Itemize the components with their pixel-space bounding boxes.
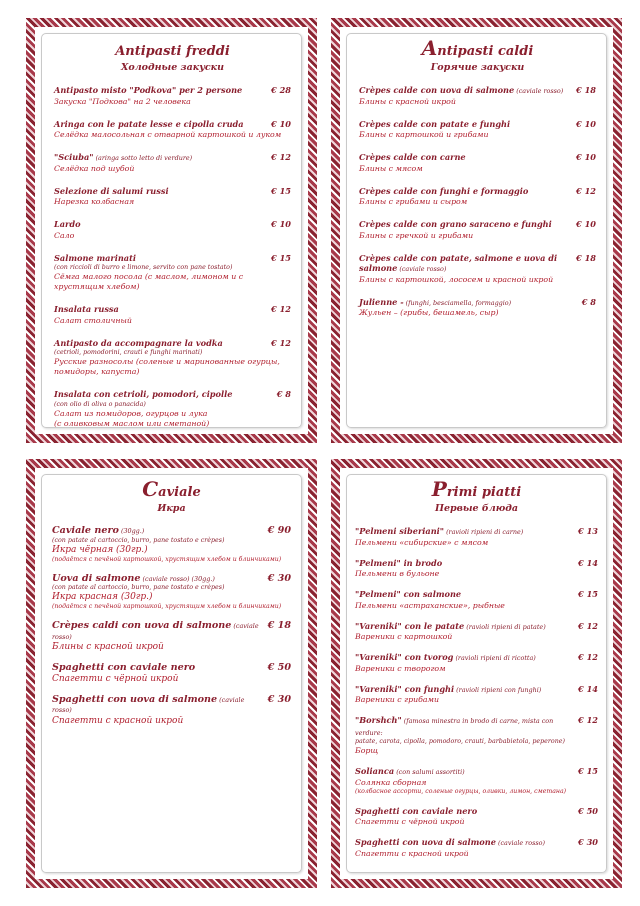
section-subtitle: Икра	[157, 503, 186, 514]
dish-price: € 12	[578, 652, 598, 662]
dish-name-text: "Vareniki" con le patate	[355, 620, 465, 631]
dish-note: (caviale rosso)	[397, 265, 447, 273]
dish-translation: (с оливковым маслом или сметаной)	[54, 418, 210, 428]
dish-translation: Селёдка под шубой	[54, 163, 135, 173]
dish-price: € 18	[576, 85, 596, 95]
dish-description: (cetrioli, pomodorini, crauti e funghi marinati)	[54, 349, 203, 356]
dish-name	[52, 695, 264, 716]
dish-price: € 8	[276, 389, 291, 399]
dish-translation: Икра красная (30гр.)	[52, 592, 153, 602]
dish-name-text: Aringa con le patate lesse e cipolla cruda	[54, 118, 244, 129]
dish-name-text: Julienne -	[359, 296, 404, 307]
dish-translation: Салат столичный	[54, 315, 132, 325]
menu-item-header	[355, 715, 598, 738]
dish-name	[355, 652, 536, 664]
menu-item-header	[359, 186, 596, 198]
section-title: Antipasti freddi	[115, 44, 230, 59]
panel-inner	[41, 474, 302, 873]
menu-item	[355, 837, 598, 859]
menu-item	[54, 389, 291, 428]
menu-item	[359, 119, 596, 141]
dish-name	[355, 715, 574, 738]
dish-name	[355, 806, 477, 818]
dish-name	[355, 589, 461, 601]
dish-translation: Русские разносолы (соленые и маринованные огурцы, помидоры, капуста)	[54, 357, 280, 376]
dish-price: € 15	[271, 185, 291, 196]
menu-item	[355, 526, 598, 548]
dish-translation: Блины с картошкой, лососем и красной икрой	[359, 274, 554, 284]
dish-name	[54, 389, 232, 401]
section-subtitle: Первые блюда	[434, 503, 518, 514]
dish-name-text: "Pelmeni siberiani"	[355, 526, 445, 536]
menu-item	[355, 589, 598, 611]
dish-name-text: Selezione di salumi russi	[54, 185, 169, 196]
dish-name-text: Antipasto da accompagnare la vodka	[54, 337, 223, 348]
menu-item	[355, 621, 598, 643]
dish-name	[359, 85, 563, 97]
menu-item-header	[355, 589, 598, 601]
dish-note: (caviale rosso)	[495, 839, 545, 847]
dish-name	[52, 574, 215, 585]
section-subtitle: Холодные закуски	[121, 62, 224, 73]
menu-item	[359, 253, 596, 285]
dish-note: (con salumi assortiti)	[394, 768, 465, 776]
section-title: Antipasti caldi	[421, 36, 534, 60]
menu-item	[54, 253, 291, 293]
menu-item-list	[355, 526, 598, 859]
dish-name-text: "Vareniki" con tvorog	[355, 652, 454, 662]
dish-name-text: Crèpes calde con carne	[359, 152, 466, 162]
menu-item-list	[52, 526, 291, 727]
dish-description: (con patate al cartoccio, burro, pane tostato e crèpes)	[52, 536, 225, 544]
menu-item-header	[355, 558, 598, 570]
dish-name	[54, 304, 119, 316]
dish-name	[359, 119, 510, 131]
dish-translation: (колбасное ассорти, соленые огурцы, оливки, лимон, сметана)	[355, 787, 567, 795]
menu-item	[355, 766, 598, 796]
menu-item	[355, 684, 598, 706]
dish-name	[52, 526, 144, 537]
dish-price: € 15	[578, 589, 598, 599]
menu-item-header	[355, 621, 598, 633]
dish-price: € 50	[578, 805, 598, 816]
menu-item-header	[355, 837, 598, 849]
menu-item-header	[54, 152, 291, 164]
menu-item	[54, 119, 291, 141]
menu-item-list	[54, 85, 291, 428]
menu-item-header	[52, 526, 291, 537]
panel-inner	[346, 33, 607, 428]
dish-name	[52, 621, 264, 642]
dish-translation: Жульен – (грибы, бешамель, сыр)	[359, 308, 499, 317]
dish-name-text: "Vareniki" con funghi	[355, 683, 455, 694]
dish-translation: Селёдка малосольная с отварной картошкой и луком	[54, 130, 282, 139]
menu-item	[355, 715, 598, 756]
dish-price: € 12	[271, 152, 291, 162]
dish-note: (30gg.)	[118, 527, 145, 535]
dish-name-text: Lardo	[54, 219, 81, 229]
menu-item	[359, 219, 596, 241]
dish-price: € 12	[576, 185, 596, 196]
menu-item	[355, 652, 598, 674]
dish-translation: Спагетти с красной икрой	[355, 848, 469, 858]
dish-name-text: Spaghetti con uova di salmone	[52, 693, 218, 705]
panel-inner	[41, 33, 302, 428]
dish-note: (aringa sotto letto di verdure)	[93, 154, 193, 162]
dish-translation: Спагетти с красной икрой	[52, 715, 184, 726]
dish-name-text: "Pelmeni" in brodo	[355, 557, 443, 568]
dish-name-text: Crèpes caldi con uova di salmone	[52, 620, 232, 631]
menu-item	[359, 152, 596, 174]
dish-translation: Блины с красной икрой	[52, 642, 164, 652]
dish-name-text: Insalata russa	[54, 304, 119, 314]
menu-item	[54, 152, 291, 174]
menu-item-header	[355, 806, 598, 818]
menu-item-header	[355, 526, 598, 538]
panel-inner	[346, 474, 607, 873]
menu-item-header	[54, 253, 291, 265]
menu-item-list	[359, 85, 596, 318]
dish-name-text: Salmone marinati	[54, 252, 137, 263]
dish-price: € 8	[581, 296, 596, 307]
menu-item	[359, 186, 596, 208]
dish-name-text: "Sciuba"	[54, 152, 94, 162]
dish-note: (funghi, besciamella, formaggio)	[403, 298, 512, 307]
menu-item-header	[355, 766, 598, 778]
dish-price: € 14	[578, 683, 598, 694]
dish-translation: Сёмга малого посола (с маслом, лимоном и с хрустящим хлебом)	[54, 272, 244, 291]
dish-note: (famosa minestra in brodo di carne, mista con verdure:	[355, 717, 554, 737]
menu-item-header	[54, 186, 291, 198]
dish-price: € 10	[576, 219, 596, 229]
dish-translation: Вареники с творогом	[355, 663, 446, 673]
dish-name-text: "Borshch"	[355, 715, 402, 725]
dish-description: patate, carota, cipolla, pomodoro, crauti, barbabietola, peperone)	[355, 738, 565, 745]
dish-name	[359, 253, 572, 275]
dish-note: (caviale rosso)	[52, 695, 245, 714]
dish-translation: Спагетти с чёрной икрой	[52, 673, 179, 684]
dish-name-text: Uova di salmone	[52, 572, 141, 584]
dish-name-text: Crèpes calde con patate e funghi	[359, 118, 511, 129]
dish-translation: Борщ	[355, 746, 379, 755]
dish-note: (ravioli ripieni di ricotta)	[453, 654, 536, 662]
menu-item-header	[52, 695, 291, 716]
dish-description: (con patate al cartoccio, burro, pane tostato e crèpes)	[52, 584, 225, 591]
menu-item-header	[54, 304, 291, 316]
dish-name-text: Solianca	[355, 766, 395, 776]
menu-item	[54, 338, 291, 378]
dish-name	[355, 837, 545, 849]
dish-name-text: Antipasto misto "Podkova" per 2 persone	[54, 85, 243, 95]
dish-name-text: Insalata con cetrioli, pomodori, cipolle	[54, 389, 233, 399]
menu-panel-antipasti-freddi	[26, 18, 317, 443]
dish-price: € 10	[271, 219, 291, 229]
dish-price: € 12	[271, 337, 291, 348]
dish-translation: Блины с грибами и сыром	[359, 197, 468, 206]
dish-translation: (подаётся с печёной картошкой, хрустящим хлебом и блинчиками)	[52, 603, 282, 610]
dish-translation: Икра чёрная (30гр.)	[52, 544, 148, 555]
dish-note: (caviale rosso)	[52, 622, 259, 641]
dish-description: (con olio di oliva o panacida)	[54, 400, 146, 408]
dish-translation: Блины с красной икрой	[359, 96, 456, 106]
dish-name	[359, 152, 466, 164]
menu-panel-primi-piatti	[331, 459, 622, 888]
dish-name	[54, 85, 242, 97]
dish-note: (caviale rosso)	[514, 87, 564, 95]
dish-name	[54, 152, 192, 164]
dish-price: € 12	[271, 304, 291, 314]
dish-name-text: Crèpes calde con patate, salmone e uova di salmone	[359, 252, 558, 273]
menu-item-header	[355, 684, 598, 696]
dish-name	[359, 297, 511, 309]
dish-price: € 12	[578, 620, 598, 631]
menu-item-header	[359, 119, 596, 131]
dish-price: € 28	[271, 85, 291, 95]
dish-price: € 30	[267, 693, 291, 705]
dish-translation: Пельмени «астраханские», рыбные	[355, 600, 505, 610]
menu-item	[52, 526, 291, 564]
dish-price: € 10	[576, 118, 596, 129]
dish-translation: Салат из помидоров, огурцов и лука	[54, 408, 208, 418]
menu-item	[359, 85, 596, 107]
dish-translation: Вареники с картошкой	[355, 632, 453, 641]
dish-price: € 30	[578, 837, 598, 847]
menu-panel-antipasti-caldi	[331, 18, 622, 443]
menu-item-header	[359, 152, 596, 164]
dish-name	[355, 684, 541, 696]
dish-note: (ravioli ripieni di carne)	[444, 528, 524, 536]
dish-price: € 50	[267, 662, 291, 673]
menu-item-header	[355, 652, 598, 664]
menu-item-header	[359, 253, 596, 275]
dish-translation: Спагетти с чёрной икрой	[355, 817, 465, 826]
dish-note: (ravioli ripieni con funghi)	[454, 685, 542, 694]
dish-price: € 15	[578, 766, 598, 776]
menu-item-header	[54, 389, 291, 401]
dish-name-text: Caviale nero	[52, 525, 119, 536]
menu-item	[54, 219, 291, 241]
dish-translation: Блины с картошкой и грибами	[359, 130, 489, 139]
menu-item-header	[54, 119, 291, 131]
dish-translation: (подаётся с печёной картошкой, хрустящим хлебом и блинчиками)	[52, 555, 282, 563]
dish-name-text: Crèpes calde con funghi e formaggio	[359, 185, 529, 196]
dish-name	[355, 526, 523, 538]
menu-item	[54, 186, 291, 208]
dish-name	[54, 253, 136, 265]
dish-translation: Пельмени в бульоне	[355, 569, 440, 578]
dish-translation: Блины с гречкой и грибами	[359, 230, 474, 240]
dish-translation: Солянка сборная	[355, 777, 427, 787]
menu-item-header	[52, 663, 291, 674]
dish-name	[355, 621, 546, 633]
dish-description: (con riccioli di burro e limone, servito con pane tostato)	[54, 264, 233, 271]
dish-price: € 10	[576, 152, 596, 162]
menu-item-header	[52, 621, 291, 642]
menu-item-header	[52, 574, 291, 585]
dish-name	[54, 219, 81, 231]
menu-item-header	[359, 297, 596, 309]
dish-note: (ravioli ripieni di patate)	[464, 622, 546, 631]
menu-item-header	[54, 85, 291, 97]
dish-translation: Блины с мясом	[359, 163, 423, 173]
menu-item	[54, 304, 291, 326]
dish-name	[355, 558, 442, 570]
dish-translation: Закуска "Подкова" на 2 человека	[54, 96, 191, 106]
dish-name-text: "Pelmeni" con salmone	[355, 589, 462, 599]
menu-item-header	[54, 338, 291, 350]
dish-price: € 13	[578, 526, 598, 536]
dish-translation: Сало	[54, 230, 75, 240]
dish-price: € 90	[267, 525, 291, 536]
dish-name-text: Spaghetti con uova di salmone	[355, 837, 496, 847]
section-title: Primi piatti	[431, 477, 522, 501]
dish-price: € 30	[267, 572, 291, 584]
menu-item	[52, 621, 291, 653]
menu-item-header	[54, 219, 291, 231]
menu-item-header	[359, 219, 596, 231]
menu-item	[355, 558, 598, 580]
dish-translation: Пельмени «сибирские» с мясом	[355, 537, 489, 547]
dish-translation: Вареники с грибами	[355, 695, 439, 704]
dish-price: € 18	[576, 252, 596, 263]
dish-name	[54, 186, 169, 198]
dish-name-text: Crèpes calde con uova di salmone	[359, 85, 515, 95]
dish-name-text: Spaghetti con caviale nero	[52, 662, 196, 673]
dish-name-text: Spaghetti con caviale nero	[355, 805, 478, 816]
section-subtitle: Горячие закуски	[430, 62, 525, 73]
dish-translation: Нарезка колбасная	[54, 197, 135, 206]
menu-item	[52, 695, 291, 727]
dish-price: € 12	[578, 715, 598, 725]
dish-name	[52, 663, 195, 674]
dish-price: € 18	[267, 620, 291, 631]
dish-name	[355, 766, 465, 778]
dish-name	[359, 186, 528, 198]
dish-name-text: Crèpes calde con grano saraceno e funghi	[359, 219, 552, 229]
dish-price: € 14	[578, 557, 598, 568]
menu-item	[52, 663, 291, 685]
menu-item-header	[359, 85, 596, 97]
dish-name	[54, 119, 244, 131]
menu-panel-caviale	[26, 459, 317, 888]
menu-item	[54, 85, 291, 107]
menu-item	[355, 806, 598, 828]
menu-item	[52, 574, 291, 612]
dish-price: € 10	[271, 118, 291, 129]
dish-name	[359, 219, 552, 231]
menu-item	[359, 297, 596, 319]
section-title: Caviale	[142, 477, 201, 501]
dish-name	[54, 338, 223, 350]
dish-price: € 15	[271, 252, 291, 263]
dish-note: (caviale rosso) (30gg.)	[140, 574, 215, 583]
